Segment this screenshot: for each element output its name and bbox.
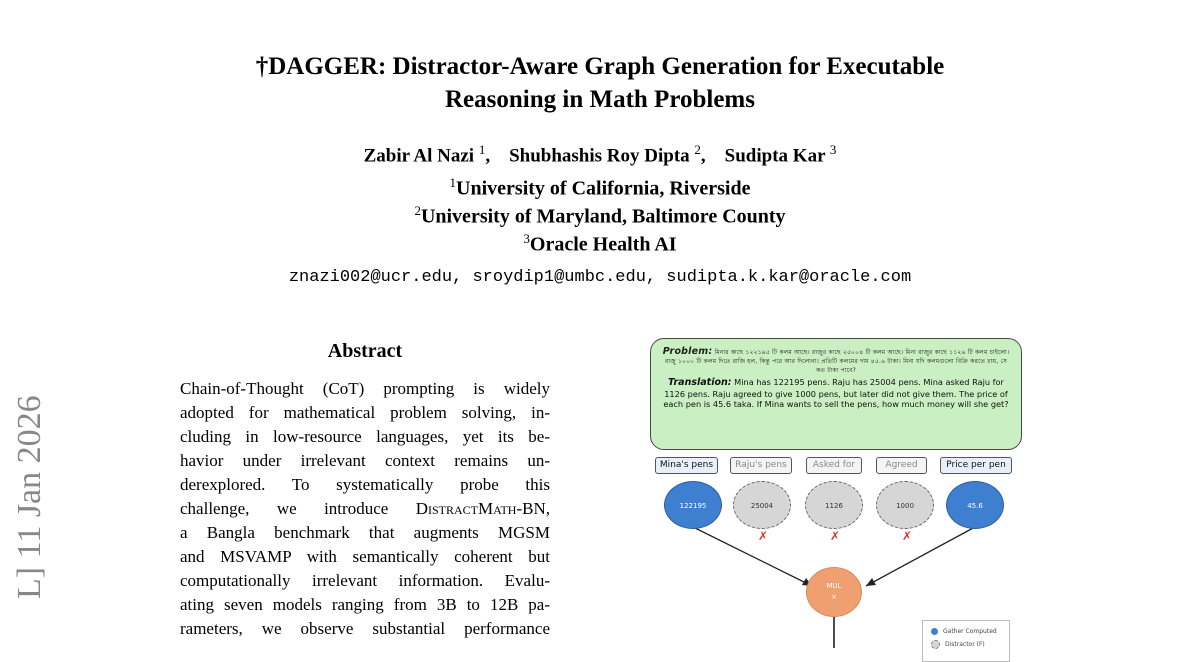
- paper-title-line-1: †DAGGER: Distractor-Aware Graph Generation for Executable: [255, 53, 945, 80]
- abstract-line: rameters, we observe substantial performance: [180, 619, 550, 638]
- affiliation-sup: 3: [523, 231, 530, 246]
- author-name: Sudipta Kar: [724, 145, 826, 167]
- affiliation-sup: 2: [414, 203, 421, 218]
- translation-text: Mina has 122195 pens. Raju has 25004 pens. Mina asked Raju for 1126 pens. Raju agreed to give 1000 pens, but later did not give them. The price of each pen is 45.6 taka. If Mina wants to sell the pens, how much money will she get?: [663, 377, 1009, 409]
- author-name: Shubhashis Roy Dipta: [509, 145, 690, 167]
- abstract-line: ating seven models ranging from 3B to 12B pa-: [180, 595, 550, 614]
- author-list: Zabir Al Nazi $^1$, Shubhashis Roy Dipta $^2$, Sudipta Kar $^3$: [363, 142, 837, 167]
- author-sup: 1: [478, 142, 486, 157]
- node-mul: [806, 567, 862, 617]
- tag-agreed: Agreed: [876, 457, 927, 474]
- paper-title-line-2: Reasoning in Math Problems: [445, 86, 755, 113]
- author-name: Zabir Al Nazi: [363, 145, 475, 167]
- author-sup: 2: [694, 142, 701, 157]
- benchmark-name: DistractMath-BN,: [415, 499, 550, 518]
- distractor-x-mark: ✗: [758, 529, 769, 543]
- tag-minas-pens: Mina's pens: [655, 457, 718, 474]
- author-emails: znazi002@ucr.edu, sroydip1@umbc.edu, sudipta.k.kar@oracle.com: [288, 268, 912, 287]
- edge-right: [866, 527, 975, 586]
- affiliation-name: University of California, Riverside: [456, 177, 751, 200]
- problem-label: Problem:: [662, 346, 713, 357]
- mul-symbol: ×: [831, 593, 837, 601]
- node-45-6: 45.6: [946, 481, 1004, 529]
- abstract-line: and MSVAMP with semantically coherent but: [180, 547, 550, 566]
- mul-label: MUL: [826, 582, 842, 590]
- problem-bangla-text: মিনার কাছে ১২২১৯৫ টি কলম আছে। রাজুর কাছে ২৫০০৪ টি কলম আছে। মিনা রাজুর কাছে ১১২৬ টি কলম চাইলো। রাজু ১০০০ টি কলম দিতে রাজি হল, কিন্তু পরে আর দিলোনা। প্রতিটি কলমের দাম ৪৫.৬ টাকা। মিনা যদি কলমগুলো বিক্রি করতে চায়, সে কত টাকা পাবে?: [664, 349, 1010, 374]
- legend-label: Distractor (F): [945, 641, 985, 648]
- distractor-x-mark: ✗: [902, 529, 913, 543]
- arxiv-stamp: L] 11 Jan 2026: [11, 395, 48, 599]
- distractor-x-mark: ✗: [830, 529, 841, 543]
- affiliation-sup: 1: [449, 175, 457, 190]
- node-25004: 25004: [733, 481, 791, 529]
- tag-asked-for: Asked for: [806, 457, 862, 474]
- abstract-line: havior under irrelevant context remains un-: [180, 451, 550, 470]
- tag-price-per-pen: Price per pen: [940, 457, 1012, 474]
- author-sup: 3: [829, 142, 837, 157]
- abstract-line: computationally irrelevant information. Evalu-: [180, 571, 550, 590]
- edge-left: [693, 527, 812, 586]
- node-1126: 1126: [805, 481, 863, 529]
- legend-label: Gather Computed: [943, 628, 997, 635]
- abstract-line: cluding in low-resource languages, yet its be-: [180, 427, 550, 446]
- abstract-text: challenge, we introduce: [180, 499, 416, 518]
- node-122195: 122195: [664, 481, 722, 529]
- abstract-line: a Bangla benchmark that augments MGSM: [180, 523, 550, 542]
- node-1000: 1000: [876, 481, 934, 529]
- abstract-line: derexplored. To systematically probe this: [180, 475, 550, 494]
- abstract-line: adopted for mathematical problem solving, in-: [180, 403, 550, 422]
- abstract-heading: Abstract: [327, 340, 403, 362]
- legend-dot-relevant: [931, 628, 938, 635]
- legend-item: [931, 628, 997, 635]
- figure-legend: [922, 620, 1010, 662]
- affiliation-name: Oracle Health AI: [529, 233, 677, 256]
- translation-label: Translation:: [668, 377, 732, 388]
- affiliation-name: University of Maryland, Baltimore County: [420, 205, 786, 228]
- tag-rajus-pens: Raju's pens: [730, 457, 792, 474]
- abstract-line: Chain-of-Thought (CoT) prompting is widely: [180, 379, 550, 398]
